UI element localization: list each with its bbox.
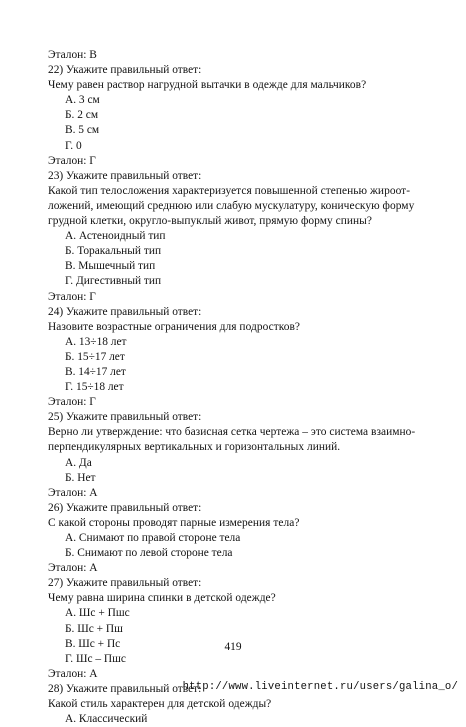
answer-option: В. 14÷17 лет: [65, 365, 126, 378]
answer-key-line: Эталон: А: [48, 486, 98, 499]
answer-key-line: Эталон: Г: [48, 290, 96, 303]
answer-option: Б. Шс + Пш: [65, 622, 123, 635]
question-text: Какой стиль характерен для детской одежды?: [48, 698, 272, 711]
page-number: 419: [224, 641, 242, 653]
answer-option: Б. 2 см: [65, 109, 99, 122]
question-text: Какой тип телосложения характеризуется повышенной степенью жироот-: [48, 184, 411, 197]
question-number: 24) Укажите правильный ответ:: [48, 305, 202, 318]
question-number: 25) Укажите правильный ответ:: [48, 411, 202, 424]
question-text: Чему равна ширина спинки в детской одежде?: [48, 592, 276, 605]
answer-option: А. Классический: [65, 713, 148, 726]
test-questions-block: [48, 48, 428, 727]
watermark-url: http://www.liveinternet.ru/users/galina_o/: [182, 681, 458, 693]
answer-key-line: Эталон: Г: [48, 154, 96, 167]
question-text: Чему равен раствор нагрудной вытачки в одежде для мальчиков?: [48, 79, 367, 92]
answer-option: А. Снимают по правой стороне тела: [65, 532, 241, 544]
answer-option: Б. Торакальный тип: [65, 245, 162, 258]
question-text: ложений, имеющий среднюю или слабую мускулатуру, коническую форму: [48, 199, 415, 212]
answer-option: В. Мышечный тип: [65, 260, 156, 273]
question-number: 28) Укажите правильный ответ:: [48, 682, 202, 695]
question-text: грудной клетки, округло-выпуклый живот, прямую форму спины?: [48, 215, 372, 228]
question-text: перпендикулярных вертикальных и горизонтальных линий.: [48, 441, 341, 454]
answer-key-line: Эталон: В: [48, 49, 97, 61]
answer-key-line: Эталон: А: [48, 667, 98, 680]
answer-key-line: Эталон: А: [48, 562, 98, 575]
answer-option: В. Шс + Пс: [65, 637, 121, 650]
question-text: С какой стороны проводят парные измерения тела?: [48, 516, 300, 529]
answer-option: В. 5 см: [65, 124, 100, 137]
question-number: 27) Укажите правильный ответ:: [48, 577, 202, 590]
answer-option: А. 3 см: [65, 94, 100, 107]
answer-option: А. 13÷18 лет: [65, 335, 127, 348]
question-number: 23) Укажите правильный ответ:: [48, 169, 202, 182]
question-number: 26) Укажите правильный ответ:: [48, 501, 202, 514]
answer-option: А. Шс + Пшс: [65, 607, 130, 620]
answer-option: А. Астеноидный тип: [65, 230, 166, 243]
question-number: 22) Укажите правильный ответ:: [48, 64, 202, 77]
answer-option: Б. Нет: [65, 471, 96, 484]
answer-option: А. Да: [65, 456, 92, 469]
question-text: Верно ли утверждение: что базисная сетка чертежа – это система взаимно-: [48, 426, 416, 439]
answer-option: Г. 0: [65, 139, 82, 152]
question-text: Назовите возрастные ограничения для подростков?: [48, 320, 301, 333]
answer-option: Б. Снимают по левой стороне тела: [65, 547, 233, 560]
answer-option: Г. 15÷18 лет: [65, 381, 124, 394]
answer-option: Б. 15÷17 лет: [65, 350, 125, 363]
answer-option: Г. Дигестивный тип: [65, 275, 162, 288]
answer-key-line: Эталон: Г: [48, 396, 96, 409]
answer-option: Г. Шс – Пшс: [65, 652, 126, 665]
